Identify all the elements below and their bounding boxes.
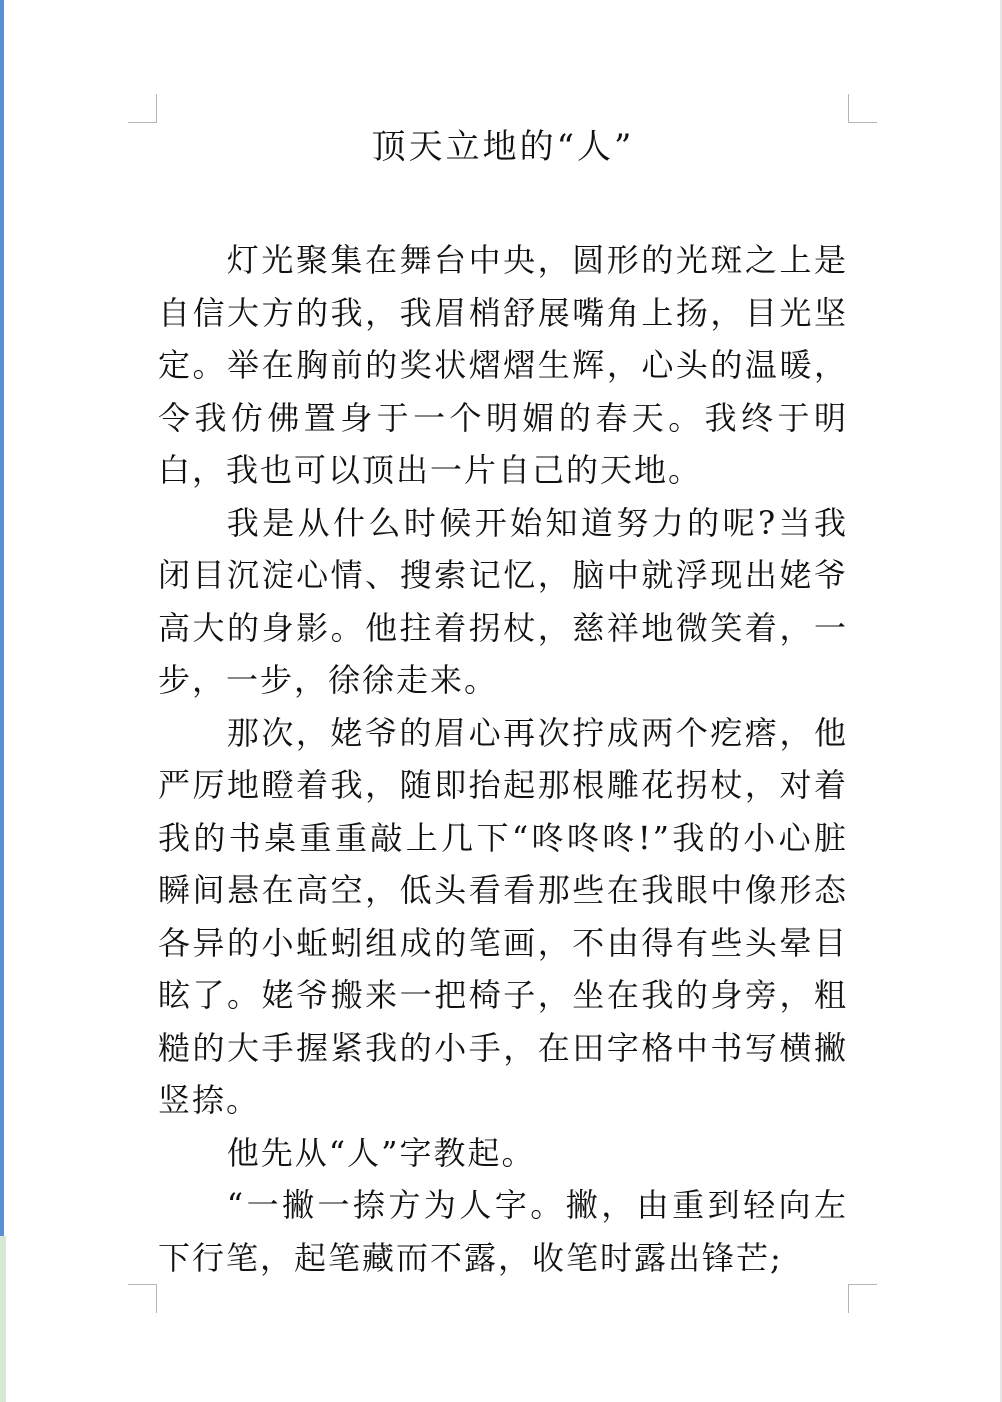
left-edge-strip	[0, 0, 4, 1236]
margin-mark-top-right	[848, 94, 877, 123]
document-title: 顶天立地的“人”	[371, 127, 635, 167]
paragraph-2: 我是从什么时候开始知道努力的呢?当我闭目沉淀心情、搜索记忆，脑中就浮现出姥爷高大的身影。他拄着拐杖，慈祥地微笑着，一步，一步，徐徐走来。	[158, 503, 848, 699]
paragraph-4: 他先从“人”字教起。	[226, 1133, 536, 1172]
margin-mark-bottom-left	[128, 1284, 157, 1313]
margin-mark-bottom-right	[848, 1284, 877, 1313]
document-body	[158, 118, 848, 1284]
paragraph-1: 灯光聚集在舞台中央，圆形的光斑之上是自信大方的我，我眉梢舒展嘴角上扬，目光坚定。举在胸前的奖状熠熠生辉，心头的温暖，令我仿佛置身于一个明媚的春天。我终于明白，我也可以顶出一片自己的天地。	[158, 241, 848, 489]
paragraph-5: “一撇一捺方为人字。撇，由重到轻向左下行笔，起笔藏而不露，收笔时露出锋芒;	[158, 1186, 848, 1277]
left-edge-green-strip	[0, 1236, 6, 1402]
paragraph-3: 那次，姥爷的眉心再次拧成两个疙瘩，他严厉地瞪着我，随即抬起那根雕花拐杖，对着我的书桌重重敲上几下“咚咚咚!”我的小心脏瞬间悬在高空，低头看看那些在我眼中像形态各异的小蚯蚓组成的笔画，不由得有些头晕目眩了。姥爷搬来一把椅子，坐在我的身旁，粗糙的大手握紧我的小手，在田字格中书写横撇竖捺。	[158, 713, 848, 1119]
margin-mark-top-left	[128, 94, 157, 123]
